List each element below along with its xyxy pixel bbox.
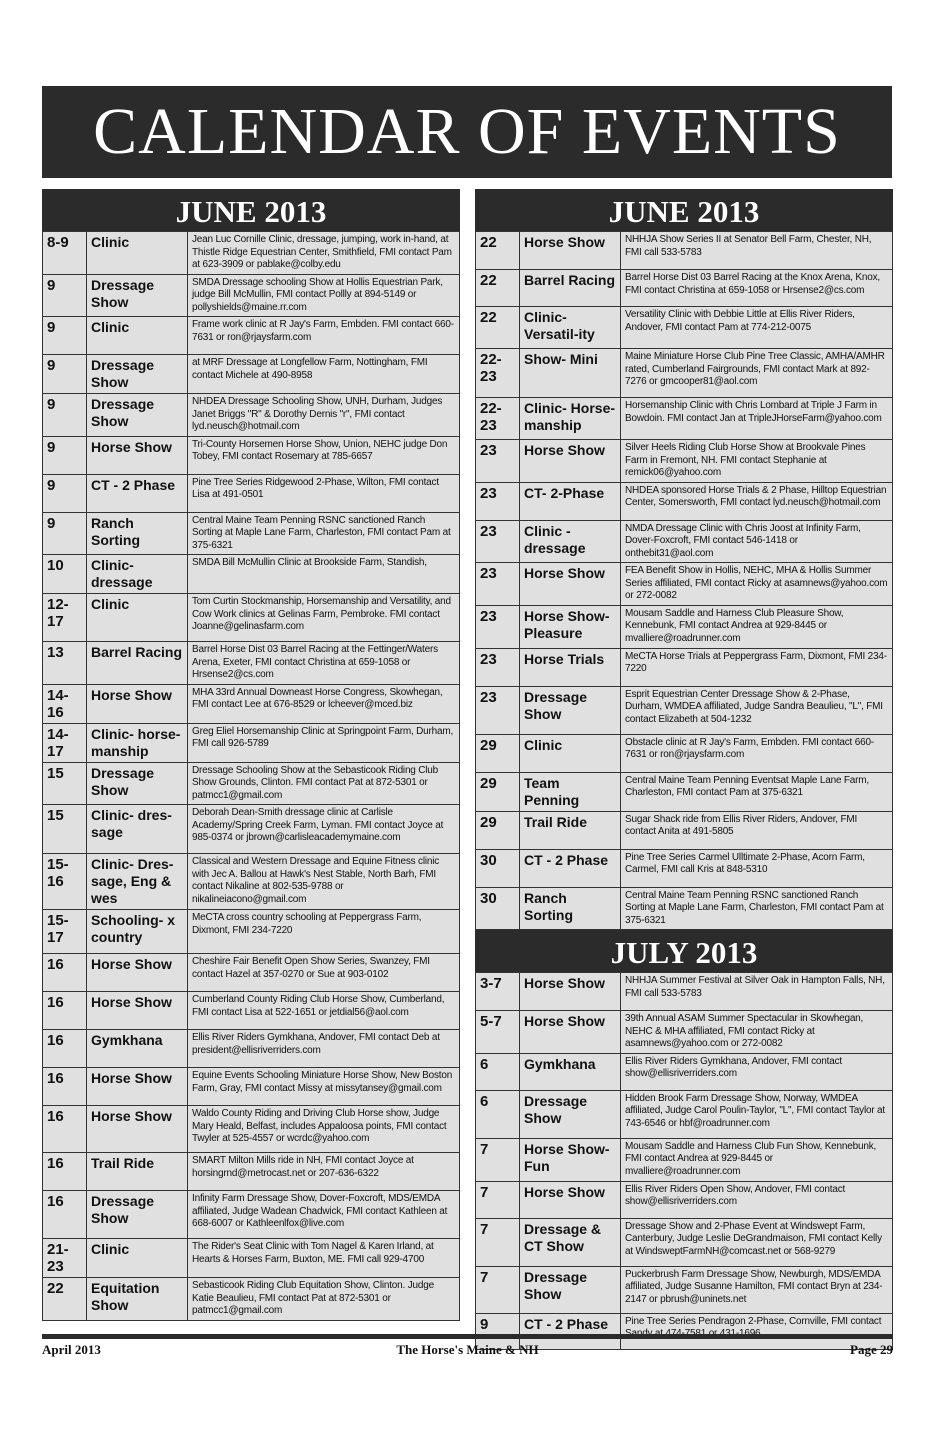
event-date: 9	[43, 474, 87, 512]
event-type	[87, 355, 188, 394]
event-date: 9	[43, 355, 87, 394]
page-title: CALENDAR OF EVENTS	[93, 95, 841, 168]
event-type-label: Trail Ride	[91, 1155, 155, 1171]
event-desc: Barrel Horse Dist 03 Barrel Racing at the Fettinger/Waters Arena, Exeter, FMI contact Christina at 659-1058 or Hrsense2@cs.com	[188, 642, 460, 685]
event-date: 15	[43, 762, 87, 805]
event-type	[520, 270, 621, 307]
event-date: 30	[476, 849, 520, 887]
table-row	[43, 762, 460, 805]
event-type	[520, 648, 621, 686]
table-row	[476, 605, 893, 648]
event-type-label: CT- 2-Phase	[524, 484, 605, 501]
event-date: 14-16	[43, 684, 87, 723]
event-type	[87, 594, 188, 642]
table-row	[43, 1106, 460, 1153]
event-type	[87, 317, 188, 355]
event-desc: SMART Milton Mills ride in NH, FMI contact Joyce at horsingrnd@metrocast.net or 207-636-6322	[188, 1153, 460, 1191]
table-row	[476, 563, 893, 606]
event-type	[520, 734, 621, 772]
event-desc: Sebasticook Riding Club Equitation Show, Clinton. Judge Katie Beaulieu, FMI contact Pat at 872-5301 or patmcc1@gmail.com	[188, 1278, 460, 1321]
event-type-label: CT - 2 Phase	[91, 476, 176, 493]
event-type-label: Horse Show-Fun	[524, 1140, 610, 1174]
page-banner	[42, 86, 892, 178]
event-type-label: Dressage Show	[91, 357, 155, 390]
event-desc: SMDA Bill McMullin Clinic at Brookside Farm, Standish,	[188, 555, 460, 594]
table-row	[476, 232, 893, 270]
table-row	[476, 1181, 893, 1218]
event-date: 7	[476, 1181, 520, 1218]
event-type-label: Horse Show	[91, 994, 172, 1010]
event-date: 8-9	[43, 232, 87, 275]
event-desc: Central Maine Team Penning Eventsat Maple Lane Farm, Charleston, FMI contact Pam at 375-6321	[621, 772, 893, 811]
event-type	[520, 232, 621, 270]
event-desc: Greg Eliel Horsemanship Clinic at Springpoint Farm, Durham, FMI call 926-5789	[188, 723, 460, 762]
event-type	[87, 555, 188, 594]
month-header: JUNE 2013	[42, 189, 460, 231]
table-row	[43, 854, 460, 910]
event-type-label: Horse Show	[524, 1013, 605, 1029]
event-type-label: Horse Show	[524, 975, 605, 991]
table-row	[43, 1278, 460, 1321]
event-date: 16	[43, 1106, 87, 1153]
table-row	[43, 512, 460, 555]
event-date: 3-7	[476, 973, 520, 1011]
event-type-label: Ranch Sorting	[524, 889, 573, 923]
table-row	[476, 440, 893, 483]
event-desc: SMDA Dressage schooling Show at Hollis Equestrian Park, judge Bill McMullin, FMI contact Pollly at 894-5149 or pollyshields@maine.rr.com	[188, 274, 460, 317]
event-type	[520, 1090, 621, 1138]
event-desc: MeCTA cross country schooling at Peppergrass Farm, Dixmont, FMI 234-7220	[188, 910, 460, 954]
event-type-label: Dressage & CT Show	[524, 1220, 602, 1254]
event-date: 22	[476, 232, 520, 270]
event-type	[87, 394, 188, 437]
event-desc: Tom Curtin Stockmanship, Horsemanship and Versatility, and Cow Work clinics at Gelinas Farm, Pembroke. FMI contact Joanne@gelinasfarm.com	[188, 594, 460, 642]
footer-page-number: Page 29	[850, 1342, 893, 1357]
event-desc: 39th Annual ASAM Summer Spectacular in Skowhegan, NEHC & MHA affiliated, FMI contact Ricky at asamnews@yahoo.com or 272-0082	[621, 1011, 893, 1054]
event-type	[87, 805, 188, 854]
right-column	[475, 189, 893, 1350]
event-type	[520, 973, 621, 1011]
table-row	[43, 684, 460, 723]
event-date: 10	[43, 555, 87, 594]
event-type-label: Dressage Show	[524, 1092, 588, 1126]
event-desc: Ellis River Riders Open Show, Andover, FMI contact show@ellisriverriders.com	[621, 1181, 893, 1218]
event-desc: Jean Luc Cornille Clinic, dressage, jumping, work in-hand, at Thistle Ridge Equestrian Center, Smithfield, FMI contact Pam at 623-3909 or pablake@colby.edu	[188, 232, 460, 275]
event-type	[520, 1053, 621, 1090]
event-type	[520, 1011, 621, 1054]
event-type-label: Dressage Show	[91, 276, 155, 310]
table-row	[476, 482, 893, 520]
event-date: 16	[43, 1030, 87, 1068]
event-type-label: Horse Show	[91, 1070, 172, 1086]
event-desc: Classical and Western Dressage and Equine Fitness clinic with Jec A. Ballou at Hawk's Nest Stable, North Barh, FMI contact Nikaline at 802-535-9788 or nikalineiacono@gmail.com	[188, 854, 460, 910]
event-date: 23	[476, 482, 520, 520]
table-row	[43, 642, 460, 685]
event-type	[520, 398, 621, 440]
table-row	[476, 648, 893, 686]
event-date: 15	[43, 805, 87, 854]
table-row	[476, 1266, 893, 1313]
event-type-label: Clinic	[91, 1241, 130, 1257]
event-type	[520, 1266, 621, 1313]
event-type	[520, 811, 621, 849]
event-desc: Dressage Schooling Show at the Sebasticook Riding Club Show Grounds, Clinton. FMI contact Pat at 872-5301 or patmcc1@gmail.com	[188, 762, 460, 805]
month-header: JUNE 2013	[475, 189, 893, 231]
event-desc: NHDEA Dressage Schooling Show, UNH, Durham, Judges Janet Briggs "R" & Dorothy Dernis "r", FMI contact lyd.neusch@hotmail.com	[188, 394, 460, 437]
event-type	[87, 1153, 188, 1191]
event-desc: Maine Miniature Horse Club Pine Tree Classic, AMHA/AMHR rated, Cumberland Fairgrounds, FMI contact Mark at 892-7276 or gmcooper81@aol.com	[621, 349, 893, 398]
event-type-label: Trail Ride	[524, 813, 588, 830]
event-type-label: Clinic	[91, 234, 130, 250]
event-date: 7	[476, 1266, 520, 1313]
event-type	[87, 1106, 188, 1153]
events-table	[42, 231, 460, 1321]
event-date: 9	[43, 317, 87, 355]
event-type	[520, 520, 621, 563]
table-row	[43, 992, 460, 1030]
event-type	[87, 1278, 188, 1321]
month-header: JULY 2013	[475, 930, 893, 972]
event-type-label: Equitation Show	[91, 1280, 160, 1313]
event-date: 16	[43, 992, 87, 1030]
table-row	[43, 723, 460, 762]
table-row	[43, 1153, 460, 1191]
event-date: 22	[43, 1278, 87, 1321]
event-type-label: Clinic	[91, 596, 130, 612]
event-date: 7	[476, 1138, 520, 1181]
event-type-label: Dressage Show	[524, 1268, 588, 1302]
event-type	[87, 854, 188, 910]
table-row	[43, 910, 460, 954]
event-desc: Ellis River Riders Gymkhana, Andover, FMI contact show@ellisriverriders.com	[621, 1053, 893, 1090]
table-row	[476, 772, 893, 811]
table-row	[43, 317, 460, 355]
event-type-label: Clinic - dressage	[524, 522, 586, 556]
event-desc: Cheshire Fair Benefit Open Show Series, Swanzey, FMI contact Hazel at 357-0270 or Sue at 903-0102	[188, 954, 460, 992]
event-type-label: Barrel Racing	[91, 644, 183, 660]
table-row	[43, 594, 460, 642]
event-type	[87, 512, 188, 555]
event-type	[520, 686, 621, 734]
event-type-label: Dressage Show	[91, 1193, 155, 1226]
event-desc: Frame work clinic at R Jay's Farm, Embden. FMI contact 660-7631 or ron@rjaysfarm.com	[188, 317, 460, 355]
event-type	[87, 274, 188, 317]
event-type	[520, 1218, 621, 1266]
event-type-label: Clinic- Versatil-ity	[524, 309, 595, 342]
event-date: 16	[43, 1068, 87, 1106]
table-row	[476, 1053, 893, 1090]
event-type-label: Clinic- Dres-sage, Eng & wes	[91, 856, 174, 906]
event-desc: Versatility Clinic with Debbie Little at Ellis River Riders, Andover, FMI contact Pam at 774-212-0075	[621, 307, 893, 349]
event-date: 29	[476, 734, 520, 772]
event-date: 9	[43, 394, 87, 437]
event-desc: Puckerbrush Farm Dressage Show, Newburgh, MDS/EMDA affiliated, Judge Susanne Hamilton, FMI contact Bryn at 234-2147 or pbrush@uninets.net	[621, 1266, 893, 1313]
event-type	[520, 307, 621, 349]
table-row	[476, 887, 893, 930]
event-type	[87, 474, 188, 512]
event-type-label: Horse Trials	[524, 650, 605, 667]
event-type-label: Horse Show	[91, 438, 172, 455]
table-row	[43, 805, 460, 854]
event-date: 22-23	[476, 398, 520, 440]
footer-publication: The Horse's Maine & NH	[396, 1342, 539, 1357]
event-desc: Central Maine Team Penning RSNC sanctioned Ranch Sorting at Maple Lane Farm, Charleston, FMI contact Pam at 375-6321	[188, 512, 460, 555]
event-desc: Sugar Shack ride from Ellis River Riders, Andover, FMI contact Anita at 491-5805	[621, 811, 893, 849]
event-type-label: Horse Show	[91, 1108, 172, 1124]
event-desc: NHHJA Summer Festival at Silver Oak in Hampton Falls, NH, FMI call 533-5783	[621, 973, 893, 1011]
event-type-label: Clinic- dressage	[91, 557, 153, 590]
event-type	[520, 887, 621, 930]
table-row	[43, 232, 460, 275]
event-date: 23	[476, 648, 520, 686]
left-column	[42, 189, 460, 1321]
event-desc: Equine Events Schooling Miniature Horse Show, New Boston Farm, Gray, FMI contact Missy at missytansey@gmail.com	[188, 1068, 460, 1106]
event-type	[87, 992, 188, 1030]
event-date: 23	[476, 440, 520, 483]
event-date: 22	[476, 307, 520, 349]
event-desc: Pine Tree Series Pendragon 2-Phase, Cornville, FMI contact	[621, 1313, 893, 1349]
event-type	[87, 1239, 188, 1278]
event-type	[87, 1191, 188, 1239]
event-type-label: CT - 2 Phase	[524, 851, 609, 868]
event-date: 9	[43, 512, 87, 555]
event-date: 9	[43, 436, 87, 474]
event-type-label: Clinic	[91, 319, 130, 335]
event-desc: Pine Tree Series Carmel Ulltimate 2-Phase, Acorn Farm, Carmel, FMI call Kris at 848-5310	[621, 849, 893, 887]
event-date: 6	[476, 1090, 520, 1138]
event-date: 23	[476, 605, 520, 648]
event-type	[520, 605, 621, 648]
event-desc: Obstacle clinic at R Jay's Farm, Embden. FMI contact 660-7631 or ron@rjaysfarm.com	[621, 734, 893, 772]
footer-rule	[42, 1334, 893, 1339]
event-type-label: Horse Show	[91, 686, 172, 703]
event-desc: Silver Heels Riding Club Horse Show at Brookvale Pines Farm in Fremont, NH. FMI contact Stephanie at remick06@yahoo.com	[621, 440, 893, 483]
event-date: 29	[476, 811, 520, 849]
event-type	[87, 642, 188, 685]
event-date: 23	[476, 563, 520, 606]
event-desc: Esprit Equestrian Center Dressage Show & 2-Phase, Durham, WMDEA affiliated, Judge Sandra Beaulieu, "L", FMI contact Elizabeth at 504-1232	[621, 686, 893, 734]
event-date: 16	[43, 1191, 87, 1239]
event-type-label: Horse Show-Pleasure	[524, 607, 610, 641]
event-date: 7	[476, 1218, 520, 1266]
event-date: 23	[476, 686, 520, 734]
event-type	[520, 440, 621, 483]
event-type	[520, 349, 621, 398]
event-type-label: Horse Show	[524, 442, 605, 458]
table-row	[43, 954, 460, 992]
event-desc: at MRF Dressage at Longfellow Farm, Nottingham, FMI contact Michele at 490-8958	[188, 355, 460, 394]
event-type-label: Gymkhana	[524, 1055, 596, 1072]
event-type-label: Gymkhana	[91, 1032, 163, 1048]
event-desc: Ellis River Riders Gymkhana, Andover, FMI contact Deb at president@ellisriverriders.com	[188, 1030, 460, 1068]
table-row	[43, 1239, 460, 1278]
table-row	[476, 270, 893, 307]
event-desc: Horsemanship Clinic with Chris Lombard at Triple J Farm in Bowdoin. FMI contact Jan at TripleJHorseFarm@yahoo.com	[621, 398, 893, 440]
event-type	[87, 762, 188, 805]
event-type-label: Ranch Sorting	[91, 514, 140, 548]
event-type	[520, 563, 621, 606]
table-row	[476, 398, 893, 440]
event-type	[87, 1030, 188, 1068]
event-type-label: Barrel Racing	[524, 272, 616, 288]
table-row	[476, 811, 893, 849]
events-table	[475, 972, 893, 1350]
event-type	[87, 1068, 188, 1106]
event-desc: FEA Benefit Show in Hollis, NEHC, MHA & Hollis Summer Series affiliated, FMI contact Ricky at asamnews@yahoo.com or 272-0082	[621, 563, 893, 606]
event-desc: Mousam Saddle and Harness Club Pleasure Show, Kennebunk, FMI contact Andrea at 929-8445 or mvalliere@roadrunner.com	[621, 605, 893, 648]
event-type	[520, 1138, 621, 1181]
event-desc: Central Maine Team Penning RSNC sanctioned Ranch Sorting at Maple Lane Farm, Charleston, FMI contact Pam at 375-6321	[621, 887, 893, 930]
event-type-label: CT - 2 Phase	[524, 1315, 609, 1332]
event-type	[87, 954, 188, 992]
event-desc: MHA 33rd Annual Downeast Horse Congress, Skowhegan, FMI contact Lee at 676-8529 or lcheever@mced.biz	[188, 684, 460, 723]
event-type-label: Show- Mini	[524, 351, 598, 367]
event-date: 22-23	[476, 349, 520, 398]
events-table	[475, 231, 893, 930]
event-type	[87, 910, 188, 954]
table-row	[476, 307, 893, 349]
table-row	[43, 355, 460, 394]
event-type-label: Dressage Show	[91, 396, 155, 429]
event-desc: Infinity Farm Dressage Show, Dover-Foxcroft, MDS/EMDA affiliated, Judge Wadean Chadwick, FMI contact Kathleen at 668-6007 or Kathleenlfox@live.com	[188, 1191, 460, 1239]
event-type	[520, 849, 621, 887]
event-type-label: Horse Show	[524, 1183, 605, 1200]
event-desc: Hidden Brook Farm Dressage Show, Norway, WMDEA affiliated, Judge Carol Poulin-Taylor, "L", FMI contact Taylor at 743-6546 or hbf@roadrunner.com	[621, 1090, 893, 1138]
event-desc: Tri-County Horsemen Horse Show, Union, NEHC judge Don Tobey, FMI contact Rosemary at 785-6657	[188, 436, 460, 474]
event-date: 9	[476, 1313, 520, 1349]
event-type	[87, 232, 188, 275]
table-row	[476, 1218, 893, 1266]
event-type	[87, 436, 188, 474]
event-type	[520, 772, 621, 811]
event-desc: Barrel Horse Dist 03 Barrel Racing at the Knox Arena, Knox, FMI contact Christina at 659-1058 or Hrsense2@cs.com	[621, 270, 893, 307]
event-desc: Dressage Show and 2-Phase Event at Windswept Farm, Canterbury, Judge Leslie DeGrandmaison, FMI contact Kelly at WindsweptFarmNH@comcast.net or 568-9279	[621, 1218, 893, 1266]
event-desc: NHHJA Show Series II at Senator Bell Farm, Chester, NH, FMI call 533-5783	[621, 232, 893, 270]
event-type	[87, 684, 188, 723]
event-type-label: Horse Show	[524, 234, 605, 250]
event-date: 23	[476, 520, 520, 563]
event-type-label: Clinic	[524, 736, 563, 753]
event-desc: Pine Tree Series Ridgewood 2-Phase, Wilton, FMI contact Lisa at 491-0501	[188, 474, 460, 512]
event-type-label: Dressage Show	[524, 688, 588, 722]
table-row	[476, 1090, 893, 1138]
event-desc: Deborah Dean-Smith dressage clinic at Carlisle Academy/Spring Creek Farm, Lyman. FMI contact Joyce at 985-0374 or jbrown@carlisleacademymaine.com	[188, 805, 460, 854]
event-type-label: Schooling- x country	[91, 912, 175, 945]
event-type	[520, 482, 621, 520]
event-date: 30	[476, 887, 520, 930]
event-type	[87, 723, 188, 762]
table-row	[476, 734, 893, 772]
event-desc: NMDA Dressage Clinic with Chris Joost at Infinity Farm, Dover-Foxcroft, FMI contact 546-1418 or onthebit31@aol.com	[621, 520, 893, 563]
event-date: 16	[43, 954, 87, 992]
table-row	[476, 686, 893, 734]
table-row	[476, 1138, 893, 1181]
table-row	[476, 349, 893, 398]
table-row	[43, 474, 460, 512]
event-desc: Mousam Saddle and Harness Club Fun Show, Kennebunk, FMI contact Andrea at 929-8445 or mvalliere@roadrunner.com	[621, 1138, 893, 1181]
table-row	[43, 555, 460, 594]
event-date: 16	[43, 1153, 87, 1191]
event-date: 15-16	[43, 854, 87, 910]
event-date: 13	[43, 642, 87, 685]
event-type-label: Dressage Show	[91, 764, 155, 798]
table-row	[476, 849, 893, 887]
table-row	[43, 1068, 460, 1106]
event-desc: The Rider's Seat Clinic with Tom Nagel & Karen Irland, at Hearts & Horses Farm, Buxton, ME. FMI call 929-4700	[188, 1239, 460, 1278]
event-type-label: Team Penning	[524, 774, 580, 808]
event-date: 5-7	[476, 1011, 520, 1054]
table-row	[43, 436, 460, 474]
event-date: 6	[476, 1053, 520, 1090]
table-row	[43, 1191, 460, 1239]
table-row	[43, 274, 460, 317]
table-row	[476, 520, 893, 563]
table-row	[43, 1030, 460, 1068]
event-type-label: Horse Show	[91, 956, 172, 972]
table-row	[43, 394, 460, 437]
footer-issue-date: April 2013	[42, 1342, 101, 1357]
event-desc: Cumberland County Riding Club Horse Show, Cumberland, FMI contact Lisa at 522-1651 or jetdial56@aol.com	[188, 992, 460, 1030]
event-type	[520, 1181, 621, 1218]
event-date: 22	[476, 270, 520, 307]
event-date: 15-17	[43, 910, 87, 954]
event-date: 9	[43, 274, 87, 317]
table-row	[476, 973, 893, 1011]
event-date: 21-23	[43, 1239, 87, 1278]
event-desc: NHDEA sponsored Horse Trials & 2 Phase, Hilltop Equestrian Center, Somersworth, FMI contact lyd.neusch@hotmail.com	[621, 482, 893, 520]
event-desc: Waldo County Riding and Driving Club Horse show, Judge Mary Heald, Belfast, includes Appaloosa points, FMI contact Twyler at 525-4557 or wcrdc@yahoo.com	[188, 1106, 460, 1153]
event-date: 14-17	[43, 723, 87, 762]
event-type-label: Clinic- dres-sage	[91, 807, 172, 840]
event-type-label: Horse Show	[524, 565, 605, 581]
event-date: 12-17	[43, 594, 87, 642]
event-type-label: Clinic- horse-manship	[91, 725, 181, 759]
table-row	[476, 1011, 893, 1054]
event-date: 29	[476, 772, 520, 811]
event-desc: MeCTA Horse Trials at Peppergrass Farm, Dixmont, FMI 234-7220	[621, 648, 893, 686]
event-type-label: Clinic- Horse-manship	[524, 400, 616, 433]
